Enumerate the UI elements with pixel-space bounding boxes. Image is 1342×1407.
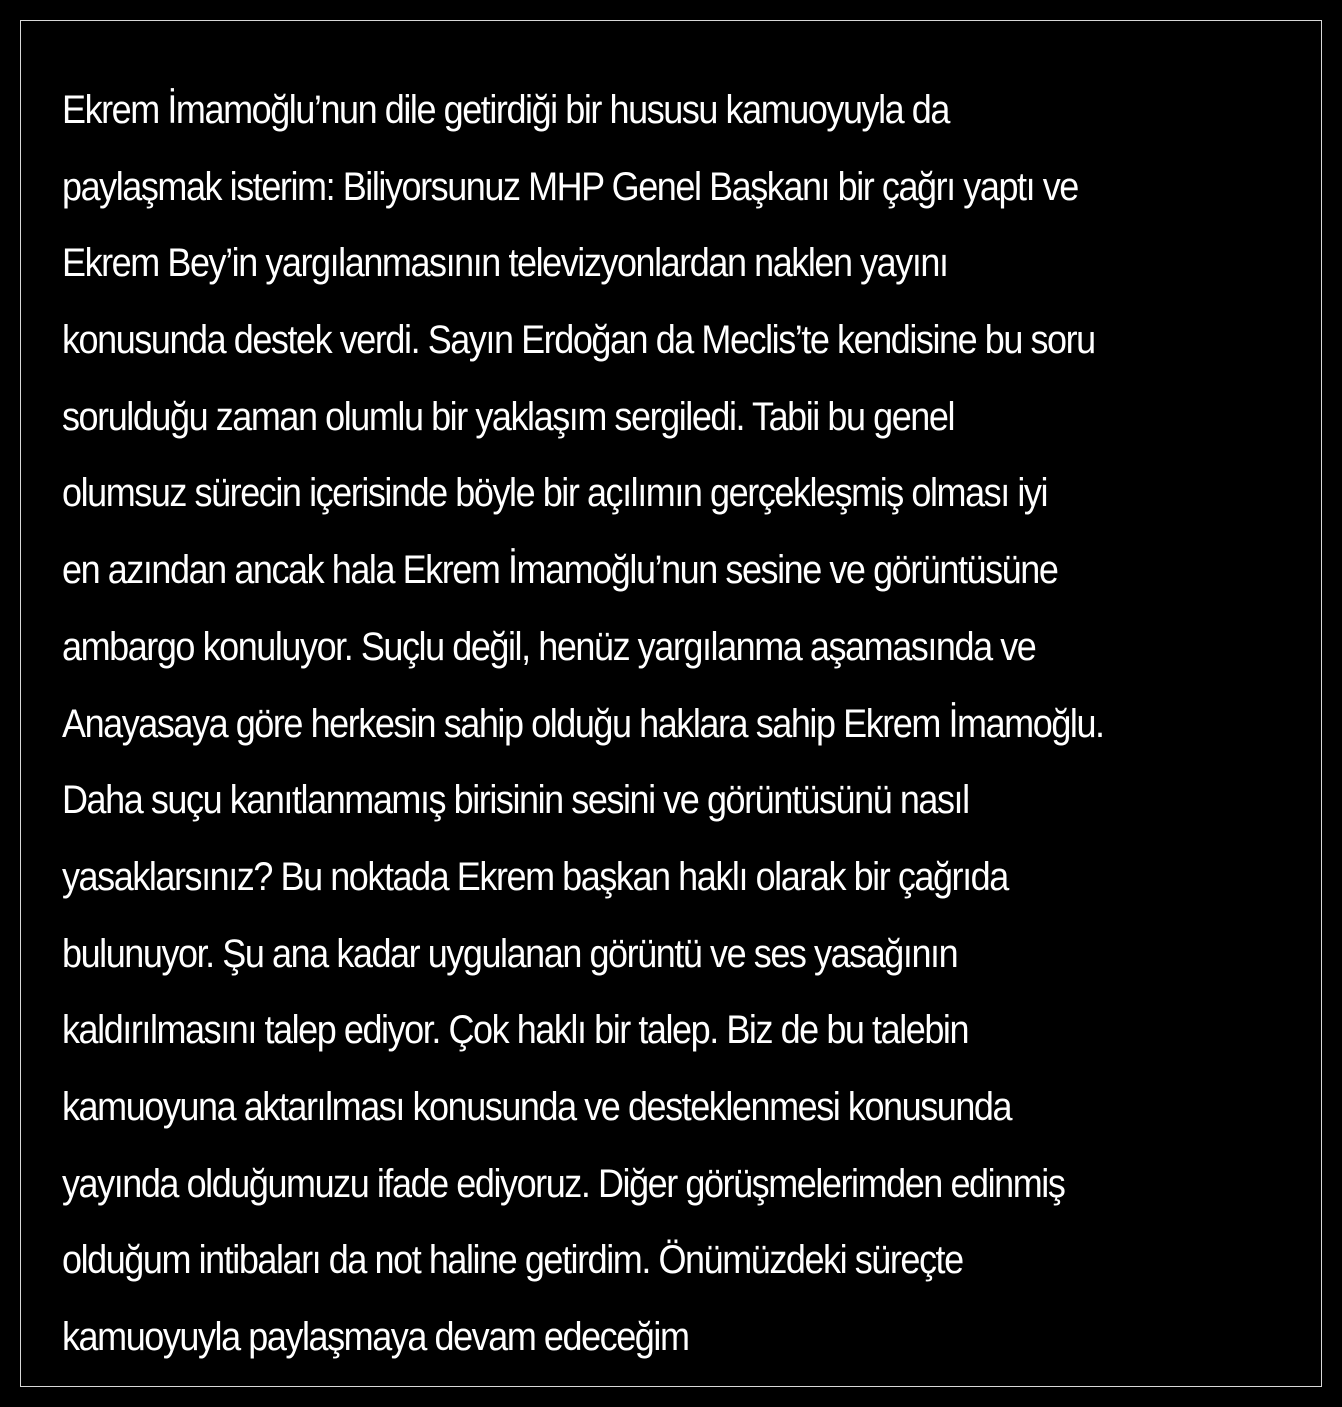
statement-line: ambargo konuluyor. Suçlu değil, henüz yargılanma aşamasında ve bbox=[62, 624, 1036, 669]
statement-line: Ekrem İmamoğlu’nun dile getirdiği bir hususu kamuoyuyla da bbox=[62, 88, 949, 132]
statement-line: Ekrem Bey’in yargılanmasının televizyonlardan naklen yayını bbox=[62, 241, 948, 286]
statement-line: yasaklarsınız? Bu noktada Ekrem başkan haklı olarak bir çağrıda bbox=[62, 854, 1008, 899]
statement-line: bulunuyor. Şu ana kadar uygulanan görüntü ve ses yasağının bbox=[62, 931, 958, 976]
statement-line: olduğum intibaları da not haline getirdim. Önümüzdeki süreçte bbox=[62, 1238, 963, 1283]
statement-line: Anayasaya göre herkesin sahip olduğu haklara sahip Ekrem İmamoğlu. bbox=[62, 701, 1104, 746]
statement-line: olumsuz sürecin içerisinde böyle bir açılımın gerçekleşmiş olması iyi bbox=[62, 471, 1048, 516]
statement-line: konusunda destek verdi. Sayın Erdoğan da Meclis’te kendisine bu soru bbox=[62, 318, 1095, 363]
statement-line: kamuoyuna aktarılması konusunda ve desteklenmesi konusunda bbox=[62, 1084, 1012, 1129]
statement-line: kaldırılmasını talep ediyor. Çok haklı bir talep. Biz de bu talebin bbox=[62, 1008, 969, 1053]
statement-line: paylaşmak isterim: Biliyorsunuz MHP Genel Başkanı bir çağrı yaptı ve bbox=[62, 164, 1078, 209]
statement-line: sorulduğu zaman olumlu bir yaklaşım sergiledi. Tabii bu genel bbox=[62, 394, 955, 439]
statement-text bbox=[62, 72, 1302, 1376]
statement-line: kamuoyuyla paylaşmaya devam edeceğim bbox=[62, 1315, 689, 1359]
statement-line: Daha suçu kanıtlanmamış birisinin sesini ve görüntüsünü nasıl bbox=[62, 778, 969, 823]
statement-line: yayında olduğumuzu ifade ediyoruz. Diğer görüşmelerimden edinmiş bbox=[62, 1161, 1065, 1206]
statement-line: en azından ancak hala Ekrem İmamoğlu’nun sesine ve görüntüsüne bbox=[62, 548, 1058, 593]
